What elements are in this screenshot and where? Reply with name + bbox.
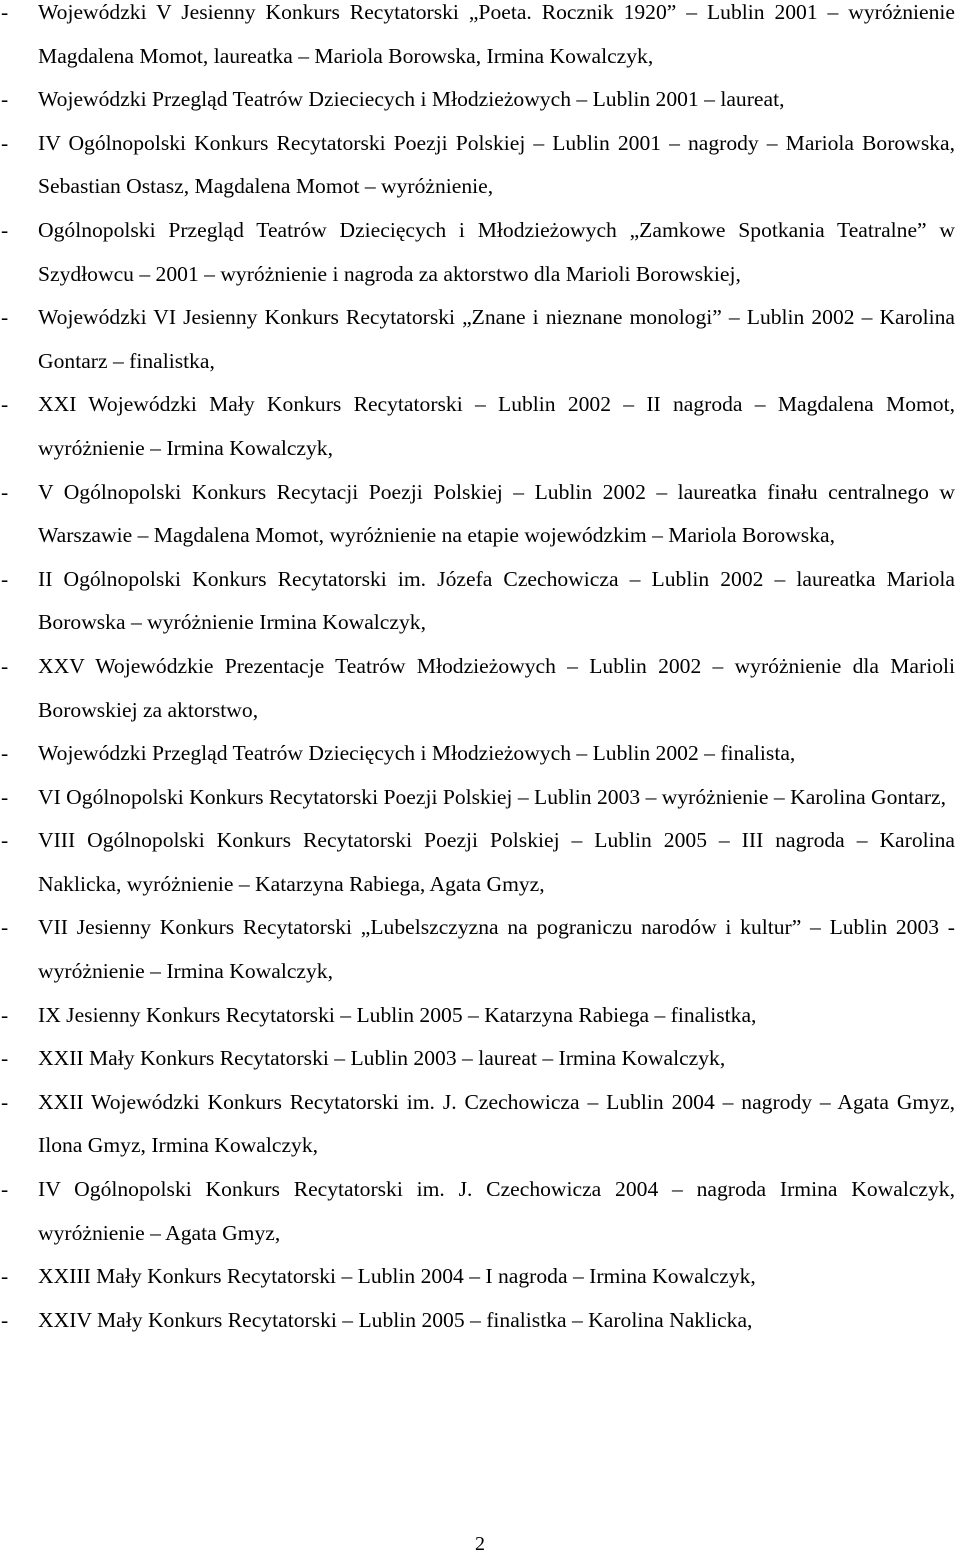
list-item xyxy=(0,645,955,732)
list-bullet: - xyxy=(1,1046,9,1071)
list-item xyxy=(0,906,955,993)
list-item-text: Ogólnopolski Przegląd Teatrów Dziecięcych i Młodzieżowych „Zamkowe Spotkania Teatralne” w Szydłowcu – 2001 – wyróżnienie i nagroda za aktorstwo dla Marioli Borowskiej, xyxy=(38,217,955,286)
list-bullet: - xyxy=(1,1264,9,1289)
list-item xyxy=(0,78,955,122)
list-item-text: VIII Ogólnopolski Konkurs Recytatorski Poezji Polskiej – Lublin 2005 – III nagroda – Karolina Naklicka, wyróżnienie – Katarzyna Rabiega, Agata Gmyz, xyxy=(38,828,955,896)
list-bullet: - xyxy=(1,87,9,112)
page-number: 2 xyxy=(475,1533,485,1555)
list-bullet: - xyxy=(1,784,9,809)
list-item xyxy=(0,0,955,78)
list-item-text: Wojewódzki Przegląd Teatrów Dziecięcych i Młodzieżowych – Lublin 2002 – finalista, xyxy=(38,741,796,766)
list-bullet: - xyxy=(1,653,9,678)
list-item-text: VI Ogólnopolski Konkurs Recytatorski Poezji Polskiej – Lublin 2003 – wyróżnienie – Karolina Gontarz, xyxy=(38,784,946,809)
list-bullet: - xyxy=(1,1089,9,1114)
list-item xyxy=(0,471,955,558)
list-item-text: XXIV Mały Konkurs Recytatorski – Lublin 2005 – finalistka – Karolina Naklicka, xyxy=(38,1307,753,1332)
list-item xyxy=(0,1299,955,1343)
list-item xyxy=(0,1255,955,1299)
list-bullet: - xyxy=(1,1002,9,1027)
list-item-text: XXIII Mały Konkurs Recytatorski – Lublin 2004 – I nagroda – Irmina Kowalczyk, xyxy=(38,1264,756,1289)
list-bullet: - xyxy=(1,130,9,155)
list-item-text: XXII Mały Konkurs Recytatorski – Lublin 2003 – laureat – Irmina Kowalczyk, xyxy=(38,1046,726,1071)
list-item-text: IV Ogólnopolski Konkurs Recytatorski im. J. Czechowicza 2004 – nagroda Irmina Kowalczyk, wyróżnienie – Agata Gmyz, xyxy=(38,1177,955,1245)
list-item xyxy=(0,1081,955,1168)
list-bullet: - xyxy=(1,741,9,766)
list-item xyxy=(0,558,955,645)
list-item xyxy=(0,122,955,209)
list-item xyxy=(0,1037,955,1081)
list-item-text: Wojewódzki V Jesienny Konkurs Recytatorski „Poeta. Rocznik 1920” – Lublin 2001 – wyróżnienie Magdalena Momot, laureatka – Mariola Borowska, Irmina Kowalczyk, xyxy=(38,0,955,68)
list-bullet: - xyxy=(1,217,9,242)
list-bullet: - xyxy=(1,1177,9,1202)
list-item-text: II Ogólnopolski Konkurs Recytatorski im. Józefa Czechowicza – Lublin 2002 – laureatka Mariola Borowska – wyróżnienie Irmina Kowalczyk, xyxy=(38,566,955,635)
list-item xyxy=(0,1168,955,1255)
list-item xyxy=(0,383,955,470)
list-bullet: - xyxy=(1,392,9,417)
list-item-text: XXII Wojewódzki Konkurs Recytatorski im. J. Czechowicza – Lublin 2004 – nagrody – Agata Gmyz, Ilona Gmyz, Irmina Kowalczyk, xyxy=(38,1089,955,1158)
list-item-text: IV Ogólnopolski Konkurs Recytatorski Poezji Polskiej – Lublin 2001 – nagrody – Mariola Borowska, Sebastian Ostasz, Magdalena Momot – wyróżnienie, xyxy=(38,130,955,199)
list-item-text: V Ogólnopolski Konkurs Recytacji Poezji Polskiej – Lublin 2002 – laureatka finału centralnego w Warszawie – Magdalena Momot, wyróżnienie na etapie wojewódzkim – Mariola Borowska, xyxy=(38,479,955,548)
list-item-text: Wojewódzki VI Jesienny Konkurs Recytatorski „Znane i nieznane monologi” – Lublin 2002 – Karolina Gontarz – finalistka, xyxy=(38,305,955,373)
list-item xyxy=(0,296,955,383)
list-item xyxy=(0,776,955,820)
list-item-text: IX Jesienny Konkurs Recytatorski – Lublin 2005 – Katarzyna Rabiega – finalistka, xyxy=(38,1002,757,1027)
list-item xyxy=(0,994,955,1038)
list-item-text: VII Jesienny Konkurs Recytatorski „Lubelszczyzna na pograniczu narodów i kultur” – Lublin 2003 - wyróżnienie – Irmina Kowalczyk, xyxy=(38,915,955,984)
list-item xyxy=(0,732,955,776)
list-bullet: - xyxy=(1,479,9,504)
list-bullet: - xyxy=(1,828,9,853)
list-item-text: Wojewódzki Przegląd Teatrów Dzieciecych i Młodzieżowych – Lublin 2001 – laureat, xyxy=(38,87,785,112)
list-item-text: XXV Wojewódzkie Prezentacje Teatrów Młodzieżowych – Lublin 2002 – wyróżnienie dla Marioli Borowskiej za aktorstwo, xyxy=(38,653,955,722)
list-item-text: XXI Wojewódzki Mały Konkurs Recytatorski – Lublin 2002 – II nagroda – Magdalena Momot, wyróżnienie – Irmina Kowalczyk, xyxy=(38,392,955,460)
list-bullet: - xyxy=(1,566,9,591)
list-bullet: - xyxy=(1,305,9,330)
list-bullet: - xyxy=(1,0,9,24)
list-item xyxy=(0,819,955,906)
list-item xyxy=(0,209,955,296)
list-bullet: - xyxy=(1,1307,9,1332)
list-bullet: - xyxy=(1,915,9,940)
